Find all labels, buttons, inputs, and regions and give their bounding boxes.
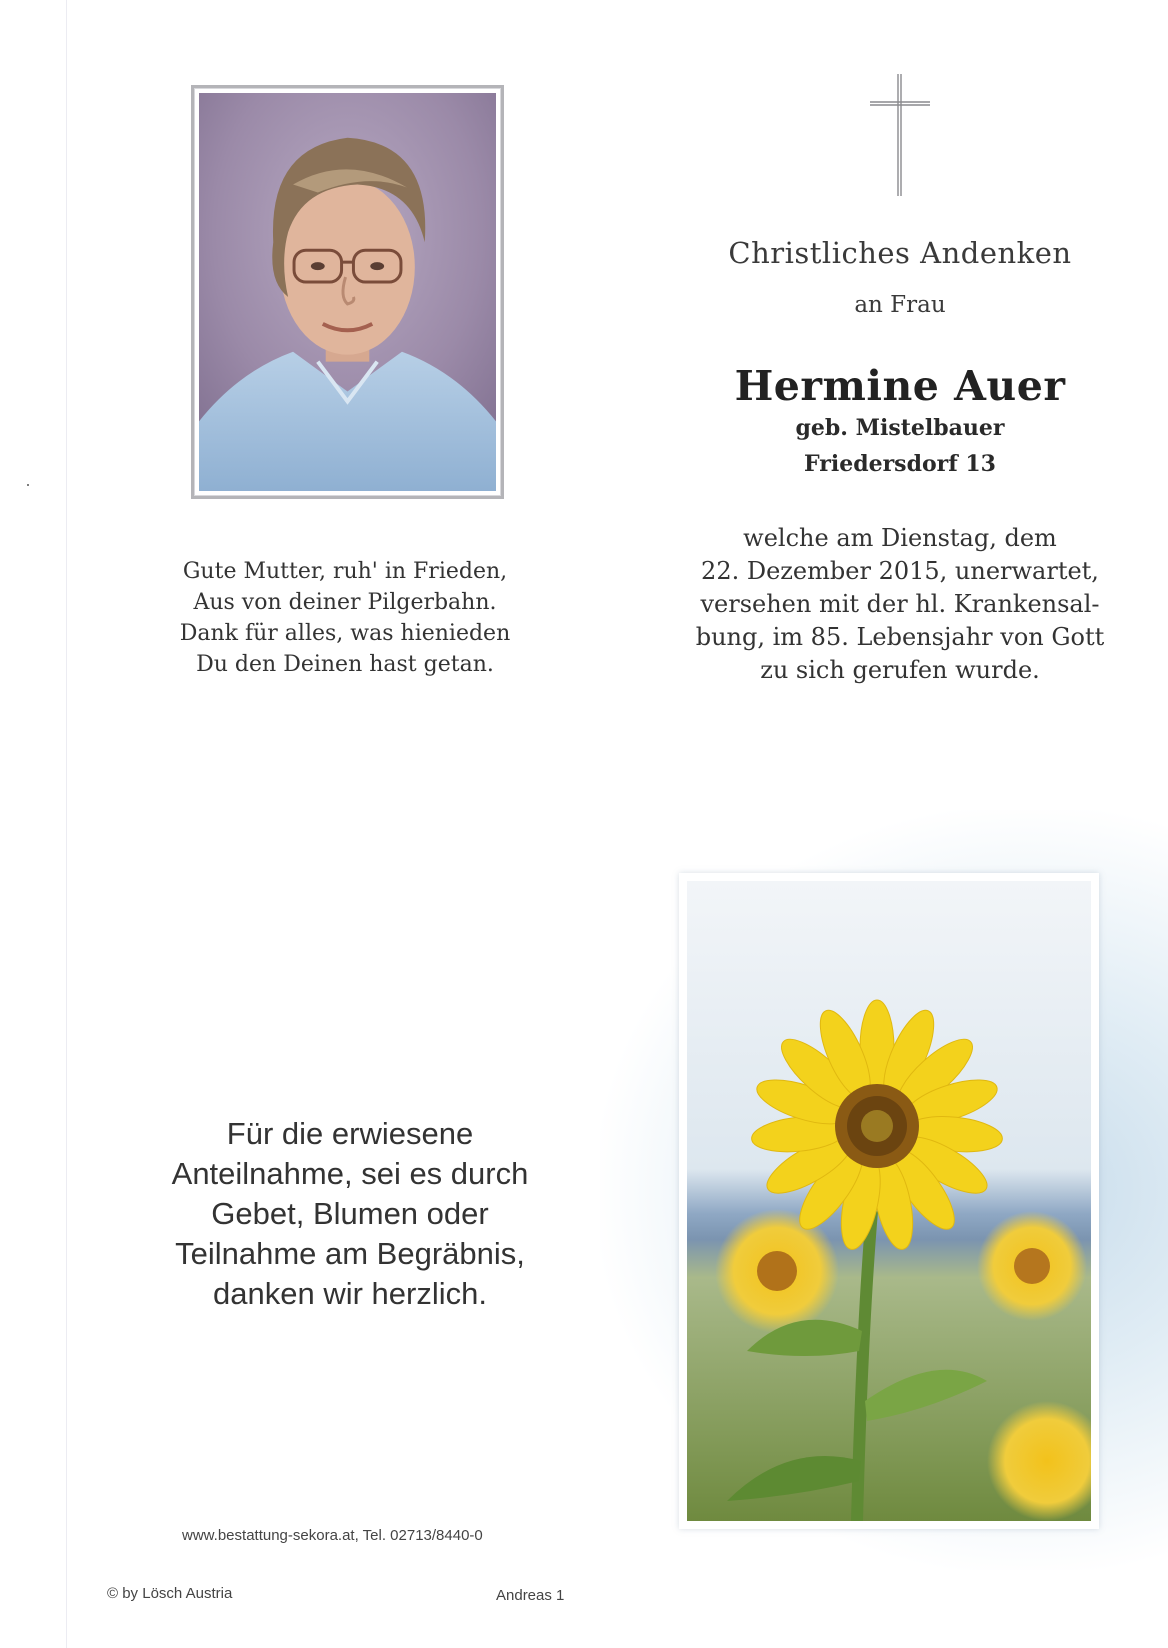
sunflower-photo — [679, 873, 1099, 1529]
death-notice — [690, 522, 1110, 687]
portrait-image — [199, 93, 496, 491]
thanks-message — [130, 1114, 570, 1314]
scan-speck — [27, 484, 29, 486]
memorial-headline: Christliches Andenken — [728, 236, 1072, 270]
death-notice-line: versehen mit der hl. Krankensal- — [700, 590, 1100, 618]
maiden-name: geb. Mistelbauer — [795, 415, 1005, 441]
deceased-name: Hermine Auer — [734, 362, 1066, 410]
funeral-home-contact: www.bestattung-sekora.at, Tel. 02713/8440-0 — [182, 1527, 483, 1544]
memorial-poem — [160, 556, 530, 680]
salutation: an Frau — [854, 292, 946, 318]
death-notice-line: welche am Dienstag, dem — [743, 524, 1057, 552]
address: Friedersdorf 13 — [804, 451, 996, 477]
portrait-photo — [191, 85, 504, 499]
template-reference: Andreas 1 — [496, 1587, 565, 1604]
thanks-line: Gebet, Blumen oder — [211, 1196, 489, 1231]
death-notice-line: 22. Dezember 2015, unerwartet, — [701, 557, 1099, 585]
sunflower-image — [687, 881, 1091, 1521]
poem-line: Aus von deiner Pilgerbahn. — [193, 590, 497, 615]
death-notice-line: bung, im 85. Lebensjahr von Gott — [695, 623, 1105, 651]
thanks-line: Anteilnahme, sei es durch — [171, 1156, 529, 1191]
poem-line: Dank für alles, was hienieden — [179, 621, 511, 646]
copyright-notice: © by Lösch Austria — [107, 1585, 233, 1602]
thanks-line: danken wir herzlich. — [213, 1276, 487, 1311]
thanks-line: Teilnahme am Begräbnis, — [175, 1236, 525, 1271]
poem-line: Du den Deinen hast getan. — [196, 652, 494, 677]
fold-line — [66, 0, 67, 1648]
cross-icon — [868, 72, 932, 198]
poem-line: Gute Mutter, ruh' in Frieden, — [182, 559, 508, 584]
thanks-line: Für die erwiesene — [226, 1116, 474, 1151]
death-notice-line: zu sich gerufen wurde. — [760, 656, 1040, 684]
